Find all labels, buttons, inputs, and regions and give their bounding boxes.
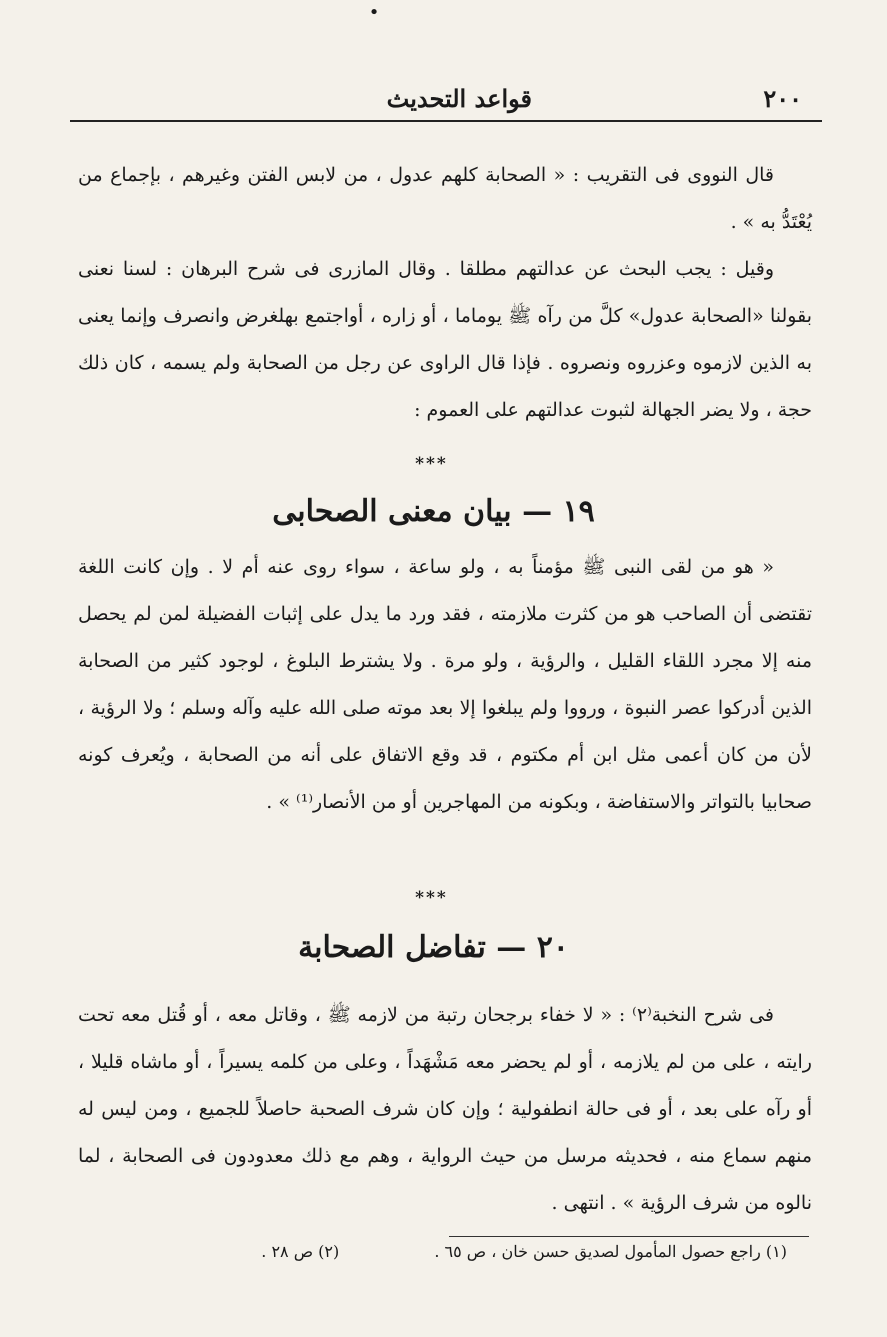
- section-separator: ***: [415, 888, 448, 908]
- paragraph-mazari: [78, 246, 812, 434]
- header-rule: [70, 120, 822, 122]
- top-mark: •: [368, 2, 380, 23]
- paragraph-text: قال النووى فى التقريب : « الصحابة كلهم عدول ، من لابس الفتن وغيرهم ، بإجماع من يُعْتَدُّ به » .: [78, 164, 812, 233]
- running-title: قواعد التحديث: [386, 84, 532, 113]
- paragraph-definition: [78, 544, 812, 826]
- section-heading-19: ١٩ — بيان معنى الصحابى: [272, 494, 595, 529]
- paragraph-text: فى شرح النخبة⁽٢⁾ : « لا خفاء برجحان رتبة من لازمه ﷺ ، وقاتل معه ، أو قُتل معه تحت رايته ، على من لم يلازمه ، أو لم يحضر معه مَشْهَداً ، وعلى من كلمه يسيراً ، أو ماشاه قليلا ، أو رآه على بعد ، أو فى حالة انطفولية ؛ وإن كان شرف الصحبة حاصلاً للجميع ، ومن ليس له منهم سماع منه ، فحديثه مرسل من حيث الرواية ، وهم مع ذلك معدودون فى الصحابة ، لما نالوه من شرف الرؤية » . انتهى .: [78, 1004, 813, 1214]
- paragraph-text: وقيل : يجب البحث عن عدالتهم مطلقا . وقال المازرى فى شرح البرهان : لسنا نعنى بقولنا «الصحابة عدول» كلَّ من رآه ﷺ يوماما ، أو زاره ، أواجتمع بهلغرض وانصرف وإنما يعنى به الذين لازموه وعزروه ونصروه . فإذا قال الراوى عن رجل من الصحابة ولم يسمه ، كان ذلك حجة ، ولا يضر الجهالة لثبوت عدالتهم على العموم :: [78, 258, 812, 421]
- paragraph-nawawi: [78, 152, 812, 246]
- footnote-rule: [449, 1236, 809, 1237]
- page-number: ٢٠٠: [763, 84, 802, 113]
- section-heading-20: ٢٠ — تفاضل الصحابة: [298, 930, 569, 965]
- page-header: [70, 84, 822, 122]
- section-separator: ***: [415, 454, 448, 474]
- footnote-1: (١) راجع حصول المأمول لصديق حسن خان ، ص ٦٥ .: [434, 1242, 787, 1261]
- paragraph-text: « هو من لقى النبى ﷺ مؤمناً به ، ولو ساعة ، سواء روى عنه أم لا . وإن كانت اللغة تقتضى أن الصاحب هو من كثرت ملازمته ، فقد ورد ما يدل على إثبات الفضيلة لمن لم يحصل منه إلا مجرد اللقاء القليل ، والرؤية ، ولو مرة . ولا يشترط البلوغ ، لوجود كثير من الصحابة الذين أدركوا عصر النبوة ، ورووا ولم يبلغوا إلا بعد موته صلى الله عليه وآله وسلم ؛ ولا الرؤية ، لأن من كان أعمى مثل ابن أم مكتوم ، قد وقع الاتفاق على أنه من الصحابة ، ويُعرف كونه صحابيا بالتواتر والاستفاضة ، وبكونه من المهاجرين أو من الأنصار⁽¹⁾ » .: [78, 556, 812, 813]
- footnote-2: (٢) ص ٢٨ .: [261, 1242, 340, 1261]
- footnotes: [187, 1240, 787, 1264]
- paragraph-nukhba: [78, 992, 812, 1227]
